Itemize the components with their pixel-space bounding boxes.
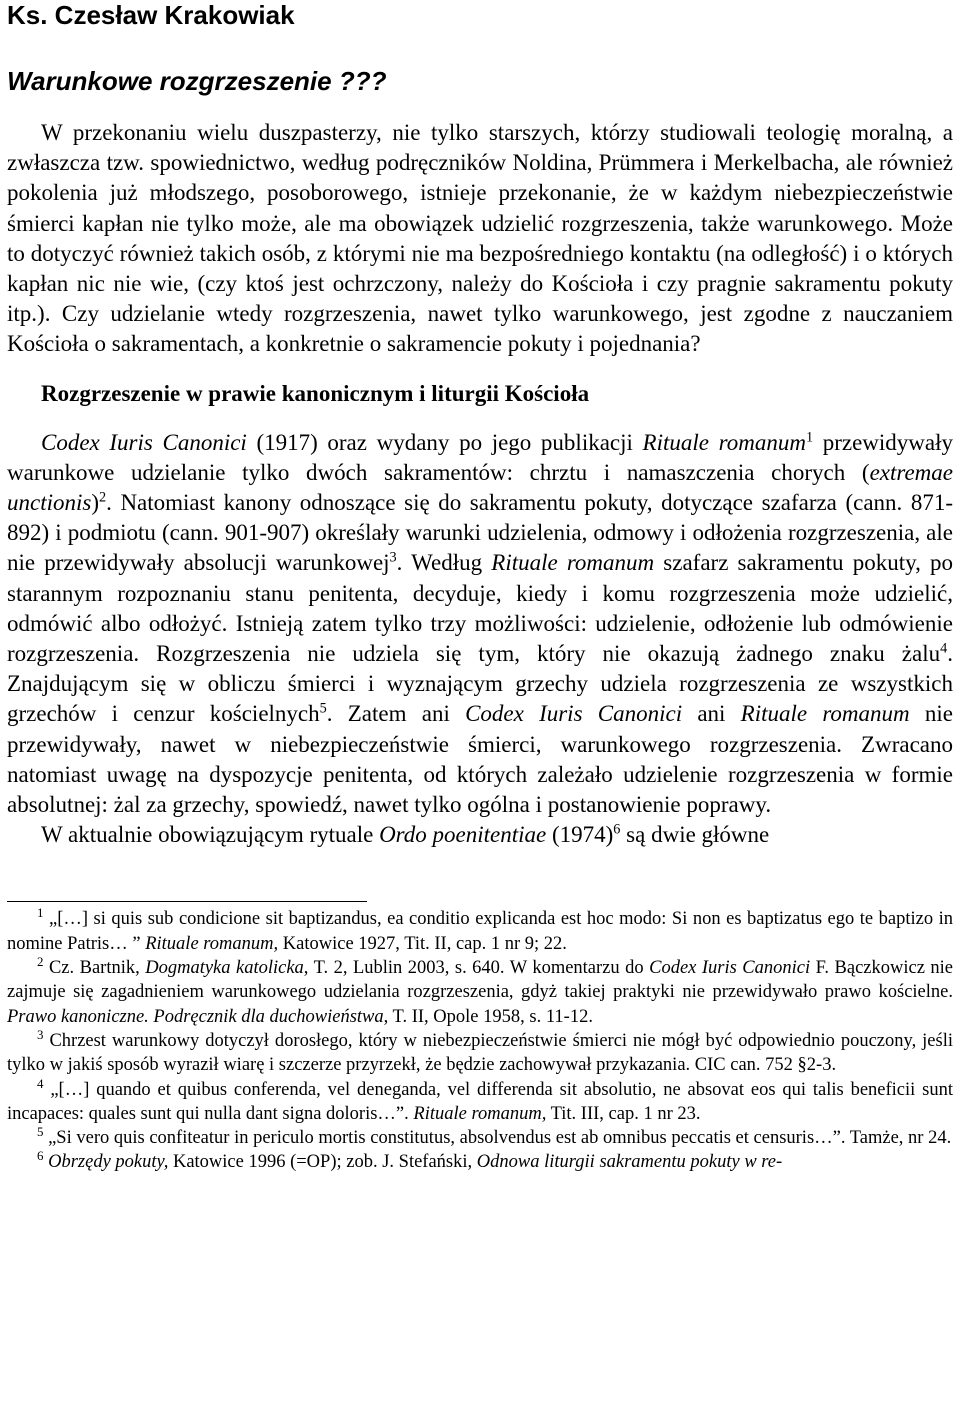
text-span: Codex Iuris Canonici xyxy=(465,701,683,727)
footnote-number: 4 xyxy=(37,1075,44,1091)
text-span: Katowice 1927, Tit. II, cap. 1 nr 9; 22. xyxy=(278,933,567,954)
text-span: . Natomiast kanony odnoszące się do sakramentu pokuty, dotyczące szafarza (cann. 871-892) i podmiotu (cann. 901-907) określały warunki udzielenia, odmowy i odłożenia rozgrzeszenia, ale nie przewidywały absolucji warunkowej xyxy=(7,490,953,576)
footnote-6 xyxy=(7,1150,953,1174)
footnote-ref-1[interactable]: 1 xyxy=(805,428,814,445)
text-span: Odnowa liturgii sakramentu pokuty w re- xyxy=(476,1152,783,1173)
text-span: F. Bączkowicz nie zajmuje się zagadnieniem warunkowego udzielania rozgrzeszenia, gdyż takiej praktyki nie przewidywało prawo kościelne. xyxy=(7,958,953,1003)
text-span: „[…] si quis sub condicione sit baptizandus, ea conditio explicanda est hoc modo: Si non es baptizatus ego te baptizo in nomine Patris… ” xyxy=(7,909,953,954)
text-span: przewidywały warunkowe udzielanie tylko dwóch sakramentów: chrztu i namaszczenia chorych ( xyxy=(7,429,953,485)
footnote-ref-3[interactable]: 3 xyxy=(389,549,397,566)
text-span: Rituale romanum xyxy=(491,550,655,576)
text-span: Rituale romanum xyxy=(642,429,806,455)
text-span: Chrzest warunkowy dotyczył dorosłego, który w niebezpieczeństwie śmierci nie mógł być odpowiednio pouczony, jeśli tylko w jakiś sposób wyraził wiarę i szczerze przyrzekł, że będzie zachowywał przykazania. CIC can. 752 §2-3. xyxy=(7,1030,953,1076)
text-span: Dogmatyka katolicka xyxy=(145,958,304,979)
text-span: Tit. III, cap. 1 nr 23. xyxy=(546,1103,701,1124)
text-span: Ordo poenitentiae xyxy=(379,822,547,848)
text-span: (1917) oraz wydany po jego publikacji xyxy=(246,429,643,455)
footnote-ref-5[interactable]: 5 xyxy=(319,700,327,717)
text-span: extremae unctionis xyxy=(7,459,953,516)
text-span: szafarz sakramentu pokuty, po starannym rozpoznaniu stanu penitenta, decyduje, kiedy i komu rozgrzeszenia może udzielić, odmówić albo odłożyć. Istnieją zatem tylko trzy możliwości: udzielenie, odłożenie lub odmówienie rozgrzeszenia. Rozgrzeszenia nie udziela się tym, który nie okazują żadnego znaku żalu xyxy=(7,550,953,667)
text-span: Rituale romanum, xyxy=(413,1103,547,1124)
footnote-ref-6[interactable]: 6 xyxy=(613,821,621,838)
footnote-number: 2 xyxy=(37,953,44,969)
text-span: Rituale romanum xyxy=(740,701,910,727)
footnote-4 xyxy=(7,1075,953,1127)
text-span: (1974) xyxy=(546,822,614,848)
text-span: Cz. Bartnik, xyxy=(43,958,146,979)
footnote-ref-4[interactable]: 4 xyxy=(940,640,948,657)
text-span: , T. II, Opole 1958, s. 11-12. xyxy=(383,1006,593,1027)
footnote-number: 1 xyxy=(37,905,44,921)
author-name: Ks. Czesław Krakowiak xyxy=(7,0,295,30)
text-span: „[…] quando et quibus conferenda, vel deneganda, vel differenda sit absolutio, ne absovat eos qui talis beneficii sunt incapaces: quales sunt qui nulla dant signa doloris…”. xyxy=(7,1079,953,1124)
paragraph-canon-law xyxy=(7,428,953,821)
text-span: ani xyxy=(682,701,741,727)
text-span: ) xyxy=(91,490,100,516)
text-span: Codex Iuris Canonici xyxy=(41,429,247,455)
text-span: Codex Iuris Canonici xyxy=(649,958,811,979)
text-span: „Si vero quis confiteatur in periculo mortis constitutus, absolvendus est ab omnibus peccatis et censuris…”. Tamże, nr 24. xyxy=(43,1128,952,1149)
footnote-3 xyxy=(7,1026,953,1078)
article-title: Warunkowe rozgrzeszenie ??? xyxy=(7,66,387,96)
text-span: nie przewidywały, nawet w niebezpieczeństwie śmierci, warunkowego rozgrzeszenia. Zwracano natomiast uwagę na dyspozycje penitenta, od których zależało udzielenie rozgrzeszenia w formie absolutnej: żal za grzechy, spowiedź, nawet tylko ogólna i postanowienie poprawy. xyxy=(7,701,953,818)
text-span: Katowice 1996 (=OP); zob. J. Stefański, xyxy=(168,1152,477,1173)
footnote-2 xyxy=(7,953,953,1029)
footnote-number: 6 xyxy=(37,1148,44,1164)
section-heading: Rozgrzeszenie w prawie kanonicznym i liturgii Kościoła xyxy=(41,380,590,406)
footnotes-section xyxy=(7,907,953,1174)
footnote-number: 5 xyxy=(37,1123,44,1139)
footnote-number: 3 xyxy=(37,1026,44,1042)
paragraph-ordo xyxy=(7,820,953,850)
text-span: Obrzędy pokuty, xyxy=(48,1152,169,1173)
text-span: W aktualnie obowiązującym rytuale xyxy=(41,822,380,848)
document-page xyxy=(7,0,953,1175)
text-span: . Znajdującym się w obliczu śmierci i wyznającym grzechy udziela rozgrzeszenia ze wszystkich grzechów i cenzur kościelnych xyxy=(7,641,953,727)
footnote-divider xyxy=(7,901,367,902)
footnote-1 xyxy=(7,907,953,956)
text-span: Rituale romanum, xyxy=(145,933,279,954)
footnote-5 xyxy=(7,1123,953,1150)
text-span: . Według xyxy=(396,550,492,576)
paragraph-intro: W przekonaniu wielu duszpasterzy, nie tylko starszych, którzy studiowali teologię moralną, a zwłaszcza tzw. spowiednictwo, według podręczników Noldina, Prümmera i Merkelbacha, ale również pokolenia już młodszego, posoborowego, istnieje przekonanie, że w każdym niebezpieczeństwie śmierci kapłan nie tylko może, ale ma obowiązek udzielić rozgrzeszenia, także warunkowego. Może to dotyczyć również takich osób, z którymi nie ma bezpośredniego kontaktu (na odległość) i o których kapłan nic nie wie, (czy ktoś jest ochrzczony, należy do Kościoła i czy pragnie sakramentu pokuty itp.). Czy udzielanie wtedy rozgrzeszenia, nawet tylko warunkowego, jest zgodne z nauczaniem Kościoła o sakramentach, a konkretnie o sakramencie pokuty i pojednania? xyxy=(7,120,953,357)
text-span: , T. 2, Lublin 2003, s. 640. W komentarzu do xyxy=(303,958,650,979)
text-span: . Zatem ani xyxy=(326,701,466,727)
text-span: Prawo kanoniczne. Podręcznik dla duchowieństwa xyxy=(7,1006,384,1027)
footnote-ref-2[interactable]: 2 xyxy=(99,489,107,506)
text-span: są dwie główne xyxy=(620,822,770,848)
